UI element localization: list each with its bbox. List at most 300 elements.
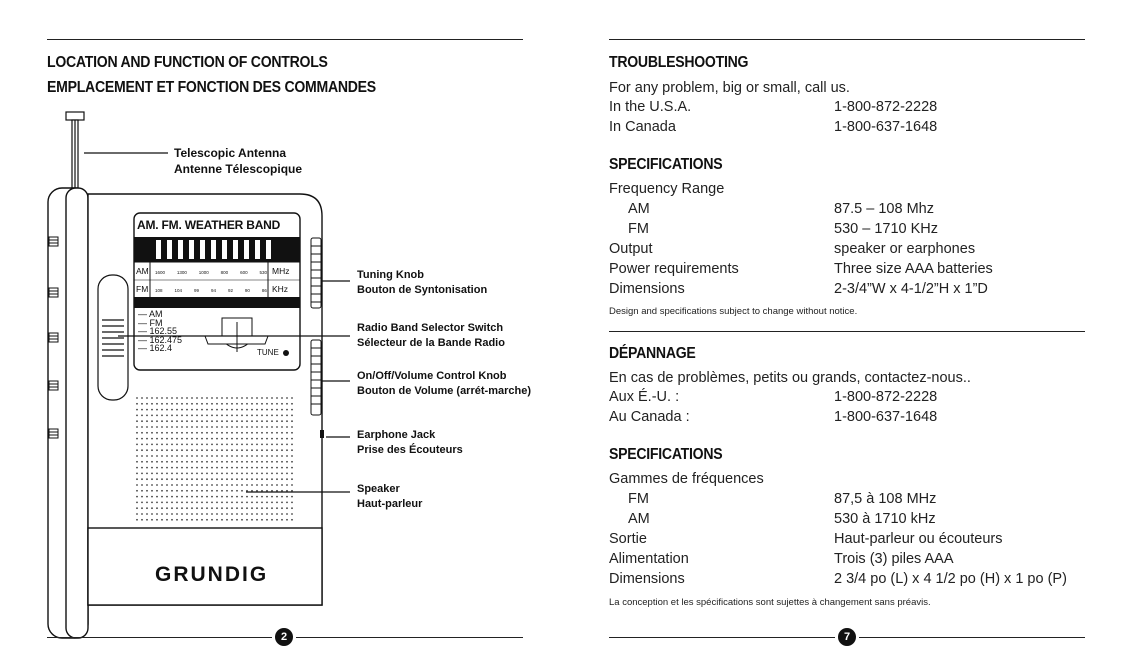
grille-dot bbox=[176, 449, 178, 451]
grille-dot bbox=[191, 478, 193, 480]
grille-dot bbox=[236, 461, 238, 463]
grille-dot bbox=[191, 432, 193, 434]
grille-dot bbox=[236, 415, 238, 417]
grille-dot bbox=[156, 432, 158, 434]
grille-dot bbox=[156, 507, 158, 509]
grille-dot bbox=[151, 403, 153, 405]
grille-dot bbox=[276, 403, 278, 405]
grille-dot bbox=[191, 490, 193, 492]
grille-dot bbox=[191, 449, 193, 451]
grille-dot bbox=[246, 415, 248, 417]
grille-dot bbox=[146, 397, 148, 399]
grille-dot bbox=[186, 420, 188, 422]
grille-dot bbox=[151, 490, 153, 492]
right-footer-rule-left bbox=[609, 637, 835, 638]
grille-dot bbox=[196, 519, 198, 521]
grille-dot bbox=[166, 415, 168, 417]
grille-dot bbox=[226, 444, 228, 446]
grille-dot bbox=[181, 438, 183, 440]
grille-dot bbox=[246, 426, 248, 428]
grille-dot bbox=[171, 432, 173, 434]
grille-dot bbox=[221, 461, 223, 463]
grille-dot bbox=[256, 432, 258, 434]
grille-dot bbox=[246, 455, 248, 457]
grille-dot bbox=[136, 409, 138, 411]
grille-dot bbox=[256, 484, 258, 486]
grille-dot bbox=[151, 415, 153, 417]
grille-dot bbox=[216, 496, 218, 498]
row-value: 2 3/4 po (L) x 4 1/2 po (H) x 1 po (P) bbox=[834, 571, 1067, 587]
grille-dot bbox=[236, 455, 238, 457]
grille-dot bbox=[226, 467, 228, 469]
grille-dot bbox=[186, 467, 188, 469]
band-list-item: — 162.55 bbox=[138, 326, 178, 336]
grille-dot bbox=[281, 473, 283, 475]
grille-dot bbox=[206, 409, 208, 411]
grille-dot bbox=[211, 397, 213, 399]
grille-dot bbox=[196, 409, 198, 411]
grille-dot bbox=[141, 478, 143, 480]
grille-dot bbox=[226, 415, 228, 417]
grille-dot bbox=[261, 473, 263, 475]
grille-dot bbox=[176, 496, 178, 498]
grille-dot bbox=[156, 519, 158, 521]
spec-row bbox=[609, 201, 1109, 221]
specs-fr-note: La conception et les spécifications sont sujettes à changement sans préavis. bbox=[609, 597, 931, 608]
grille-dot bbox=[276, 438, 278, 440]
grille-dot bbox=[226, 438, 228, 440]
grille-dot bbox=[146, 455, 148, 457]
grille-dot bbox=[291, 519, 293, 521]
grille-dot bbox=[266, 507, 268, 509]
grille-dot bbox=[141, 397, 143, 399]
grille-dot bbox=[281, 496, 283, 498]
grille-dot bbox=[276, 502, 278, 504]
grille-dot bbox=[171, 438, 173, 440]
grille-dot bbox=[161, 478, 163, 480]
grille-dot bbox=[171, 455, 173, 457]
fm-scale-tick: 94 bbox=[210, 288, 216, 293]
grille-dot bbox=[201, 490, 203, 492]
tune-label: TUNE bbox=[257, 348, 279, 357]
grille-dot bbox=[151, 432, 153, 434]
grille-dot bbox=[146, 519, 148, 521]
grille-dot bbox=[226, 449, 228, 451]
grille-dot bbox=[241, 444, 243, 446]
grille-dot bbox=[236, 502, 238, 504]
grille-dot bbox=[251, 415, 253, 417]
grille-dot bbox=[161, 519, 163, 521]
grille-dot bbox=[261, 455, 263, 457]
grille-dot bbox=[291, 467, 293, 469]
callout-antenna: Telescopic Antenna Antenne Télescopique bbox=[174, 146, 303, 176]
grille-dot bbox=[206, 449, 208, 451]
grille-dot bbox=[136, 519, 138, 521]
grille-dot bbox=[291, 502, 293, 504]
grille-dot bbox=[166, 432, 168, 434]
grille-dot bbox=[216, 467, 218, 469]
right-mid-rule bbox=[609, 331, 1085, 332]
grille-dot bbox=[166, 496, 168, 498]
spec-row bbox=[609, 241, 1109, 261]
grille-dot bbox=[241, 478, 243, 480]
grille-dot bbox=[281, 461, 283, 463]
grille-dot bbox=[256, 426, 258, 428]
grille-dot bbox=[141, 426, 143, 428]
grille-dot bbox=[191, 426, 193, 428]
grille-dot bbox=[226, 484, 228, 486]
grille-dot bbox=[186, 426, 188, 428]
callout-volume-knob: On/Off/Volume Control Knob Bouton de Volume (arrét-marche) bbox=[357, 370, 531, 397]
grille-dot bbox=[221, 484, 223, 486]
row-value: Three size AAA batteries bbox=[834, 261, 993, 277]
grille-dot bbox=[286, 455, 288, 457]
grille-dot bbox=[231, 502, 233, 504]
grille-dot bbox=[206, 438, 208, 440]
grille-dot bbox=[291, 461, 293, 463]
grille-dot bbox=[216, 426, 218, 428]
grille-dot bbox=[211, 461, 213, 463]
grille-dot bbox=[256, 415, 258, 417]
fm-scale-tick: 92 bbox=[227, 288, 233, 293]
grille-dot bbox=[236, 484, 238, 486]
grille-dot bbox=[176, 444, 178, 446]
grille-dot bbox=[181, 484, 183, 486]
grille-dot bbox=[241, 449, 243, 451]
grille-dot bbox=[186, 478, 188, 480]
grille-dot bbox=[266, 473, 268, 475]
grille-dot bbox=[271, 403, 273, 405]
grille-dot bbox=[221, 490, 223, 492]
grille-dot bbox=[226, 507, 228, 509]
grille-dot bbox=[261, 409, 263, 411]
spec-row bbox=[609, 221, 1109, 241]
grille-dot bbox=[241, 519, 243, 521]
grille-dot bbox=[251, 432, 253, 434]
mhz-label: MHz bbox=[272, 266, 290, 276]
grille-dot bbox=[221, 496, 223, 498]
grille-dot bbox=[261, 432, 263, 434]
grille-dot bbox=[216, 513, 218, 515]
grille-dot bbox=[171, 519, 173, 521]
grille-dot bbox=[206, 502, 208, 504]
grille-dot bbox=[141, 432, 143, 434]
grille-dot bbox=[256, 438, 258, 440]
grille-dot bbox=[206, 473, 208, 475]
grille-dot bbox=[191, 502, 193, 504]
grille-dot bbox=[231, 403, 233, 405]
grille-dot bbox=[176, 397, 178, 399]
grille-dot bbox=[171, 461, 173, 463]
grille-dot bbox=[231, 478, 233, 480]
grille-dot bbox=[281, 502, 283, 504]
khz-label: KHz bbox=[272, 284, 289, 294]
row-value: 87.5 – 108 Mhz bbox=[834, 201, 934, 217]
grille-dot bbox=[211, 432, 213, 434]
grille-dot bbox=[236, 444, 238, 446]
grille-dot bbox=[171, 478, 173, 480]
grille-dot bbox=[211, 513, 213, 515]
grille-dot bbox=[161, 420, 163, 422]
grille-dot bbox=[276, 484, 278, 486]
depannage-row bbox=[609, 389, 1109, 409]
grille-dot bbox=[286, 461, 288, 463]
grille-dot bbox=[186, 484, 188, 486]
grille-dot bbox=[256, 519, 258, 521]
grille-dot bbox=[171, 415, 173, 417]
grille-dot bbox=[216, 432, 218, 434]
troubleshooting-row bbox=[609, 119, 1109, 139]
grille-dot bbox=[206, 426, 208, 428]
grille-dot bbox=[161, 507, 163, 509]
grille-dot bbox=[211, 478, 213, 480]
grille-dot bbox=[276, 496, 278, 498]
grille-dot bbox=[201, 496, 203, 498]
grille-dot bbox=[236, 426, 238, 428]
grille-dot bbox=[166, 484, 168, 486]
grille-dot bbox=[251, 513, 253, 515]
grille-dot bbox=[206, 415, 208, 417]
specs-en-heading: SPECIFICATIONS bbox=[609, 156, 723, 173]
grille-dot bbox=[186, 455, 188, 457]
brand-logo: GRUNDIG bbox=[155, 563, 269, 586]
grille-dot bbox=[211, 519, 213, 521]
grille-dot bbox=[246, 478, 248, 480]
grille-dot bbox=[181, 467, 183, 469]
grille-dot bbox=[246, 449, 248, 451]
grille-dot bbox=[241, 507, 243, 509]
grille-dot bbox=[196, 490, 198, 492]
grille-dot bbox=[151, 519, 153, 521]
grille-dot bbox=[221, 403, 223, 405]
grille-dot bbox=[281, 397, 283, 399]
grille-dot bbox=[136, 420, 138, 422]
grille-dot bbox=[211, 455, 213, 457]
troubleshooting-intro: For any problem, big or small, call us. bbox=[609, 80, 850, 96]
grille-dot bbox=[186, 519, 188, 521]
grille-dot bbox=[156, 449, 158, 451]
grille-dot bbox=[201, 426, 203, 428]
grille-dot bbox=[211, 415, 213, 417]
grille-dot bbox=[266, 484, 268, 486]
grille-dot bbox=[161, 409, 163, 411]
grille-dot bbox=[156, 426, 158, 428]
grille-dot bbox=[176, 403, 178, 405]
grille-dot bbox=[276, 449, 278, 451]
grille-dot bbox=[236, 513, 238, 515]
grille-dot bbox=[236, 490, 238, 492]
grille-dot bbox=[196, 426, 198, 428]
grille-dot bbox=[281, 432, 283, 434]
grille-dot bbox=[291, 397, 293, 399]
left-page-number: 2 bbox=[275, 628, 293, 646]
grille-dot bbox=[256, 409, 258, 411]
grille-dot bbox=[216, 420, 218, 422]
grille-dot bbox=[271, 415, 273, 417]
grille-dot bbox=[241, 502, 243, 504]
grille-dot bbox=[286, 397, 288, 399]
grille-dot bbox=[201, 438, 203, 440]
fm-scale-tick: 86 bbox=[261, 288, 267, 293]
grille-dot bbox=[161, 397, 163, 399]
grille-dot bbox=[161, 455, 163, 457]
grille-dot bbox=[236, 420, 238, 422]
grille-dot bbox=[271, 484, 273, 486]
grille-dot bbox=[221, 455, 223, 457]
grille-dot bbox=[156, 473, 158, 475]
grille-dot bbox=[236, 478, 238, 480]
spec-row bbox=[609, 571, 1109, 591]
grille-dot bbox=[236, 438, 238, 440]
grille-dot bbox=[241, 426, 243, 428]
grille-dot bbox=[261, 478, 263, 480]
grille-dot bbox=[251, 496, 253, 498]
grille-dot bbox=[226, 432, 228, 434]
grille-dot bbox=[146, 461, 148, 463]
band-list-item: — FM bbox=[138, 317, 163, 328]
grille-dot bbox=[156, 397, 158, 399]
grille-dot bbox=[291, 420, 293, 422]
troubleshooting-heading: TROUBLESHOOTING bbox=[609, 54, 749, 71]
grille-dot bbox=[256, 467, 258, 469]
grille-dot bbox=[211, 420, 213, 422]
grille-dot bbox=[166, 444, 168, 446]
grille-dot bbox=[261, 461, 263, 463]
grille-dot bbox=[276, 444, 278, 446]
grille-dot bbox=[201, 403, 203, 405]
grille-dot bbox=[171, 467, 173, 469]
grille-dot bbox=[166, 467, 168, 469]
grille-dot bbox=[271, 467, 273, 469]
am-frequency-scale bbox=[155, 270, 267, 275]
grille-dot bbox=[166, 449, 168, 451]
grille-dot bbox=[196, 397, 198, 399]
grille-dot bbox=[186, 415, 188, 417]
grille-dot bbox=[231, 496, 233, 498]
grille-dot bbox=[261, 502, 263, 504]
grille-dot bbox=[151, 461, 153, 463]
grille-dot bbox=[181, 403, 183, 405]
grille-dot bbox=[206, 490, 208, 492]
grille-dot bbox=[286, 502, 288, 504]
grille-dot bbox=[141, 473, 143, 475]
grille-dot bbox=[251, 444, 253, 446]
grille-dot bbox=[216, 478, 218, 480]
grille-dot bbox=[251, 449, 253, 451]
grille-dot bbox=[191, 484, 193, 486]
grille-dot bbox=[141, 403, 143, 405]
grille-dot bbox=[266, 409, 268, 411]
grille-dot bbox=[266, 455, 268, 457]
grille-dot bbox=[246, 438, 248, 440]
am-scale-tick: 1000 bbox=[198, 270, 209, 275]
grille-dot bbox=[216, 397, 218, 399]
depannage-row bbox=[609, 409, 1109, 429]
spec-row bbox=[609, 261, 1109, 281]
grille-dot bbox=[141, 409, 143, 411]
grille-dot bbox=[256, 397, 258, 399]
grille-dot bbox=[221, 478, 223, 480]
grille-dot bbox=[276, 455, 278, 457]
grille-dot bbox=[261, 438, 263, 440]
grille-dot bbox=[211, 507, 213, 509]
grille-dot bbox=[156, 438, 158, 440]
grille-dot bbox=[271, 455, 273, 457]
grille-dot bbox=[186, 502, 188, 504]
grille-dot bbox=[186, 444, 188, 446]
callout-tuning-knob: Tuning Knob Bouton de Syntonisation bbox=[357, 269, 488, 296]
fm-scale-tick: 99 bbox=[193, 288, 199, 293]
grille-dot bbox=[226, 519, 228, 521]
grille-dot bbox=[191, 409, 193, 411]
grille-dot bbox=[261, 496, 263, 498]
grille-dot bbox=[271, 438, 273, 440]
grille-dot bbox=[176, 507, 178, 509]
grille-dot bbox=[281, 426, 283, 428]
grille-dot bbox=[176, 513, 178, 515]
grille-dot bbox=[221, 432, 223, 434]
grille-dot bbox=[251, 473, 253, 475]
grille-dot bbox=[141, 484, 143, 486]
grille-dot bbox=[161, 473, 163, 475]
grille-dot bbox=[251, 507, 253, 509]
callout-band-selector: Radio Band Selector Switch Sélecteur de la Bande Radio bbox=[357, 322, 505, 349]
grille-dot bbox=[231, 409, 233, 411]
grille-dot bbox=[281, 415, 283, 417]
scale-divider-bar bbox=[134, 297, 300, 308]
grille-dot bbox=[266, 478, 268, 480]
grille-dot bbox=[241, 496, 243, 498]
grille-dot bbox=[266, 519, 268, 521]
grille-dot bbox=[241, 420, 243, 422]
grille-dot bbox=[181, 478, 183, 480]
grille-dot bbox=[226, 473, 228, 475]
grille-dot bbox=[216, 444, 218, 446]
grille-dot bbox=[226, 409, 228, 411]
grille-dot bbox=[216, 449, 218, 451]
grille-dot bbox=[141, 490, 143, 492]
grille-dot bbox=[226, 490, 228, 492]
grille-dot bbox=[151, 444, 153, 446]
callout-speaker: Speaker Haut-parleur bbox=[357, 483, 423, 510]
grille-dot bbox=[146, 467, 148, 469]
grille-dot bbox=[206, 519, 208, 521]
grille-dot bbox=[266, 438, 268, 440]
grille-dot bbox=[226, 496, 228, 498]
grille-dot bbox=[246, 507, 248, 509]
grille-dot bbox=[196, 502, 198, 504]
grille-dot bbox=[181, 461, 183, 463]
grille-dot bbox=[136, 496, 138, 498]
grille-dot bbox=[136, 502, 138, 504]
grille-dot bbox=[236, 449, 238, 451]
grille-dot bbox=[251, 409, 253, 411]
grille-dot bbox=[241, 432, 243, 434]
grille-dot bbox=[246, 519, 248, 521]
grille-dot bbox=[191, 455, 193, 457]
grille-dot bbox=[246, 432, 248, 434]
row-value: 87,5 à 108 MHz bbox=[834, 491, 937, 507]
grille-dot bbox=[136, 478, 138, 480]
band-list bbox=[138, 310, 182, 353]
right-footer-rule-right bbox=[859, 637, 1085, 638]
grille-dot bbox=[216, 507, 218, 509]
grille-dot bbox=[136, 397, 138, 399]
grille-dot bbox=[201, 502, 203, 504]
grille-dot bbox=[216, 519, 218, 521]
grille-dot bbox=[231, 490, 233, 492]
radio-side-strip bbox=[48, 188, 88, 638]
